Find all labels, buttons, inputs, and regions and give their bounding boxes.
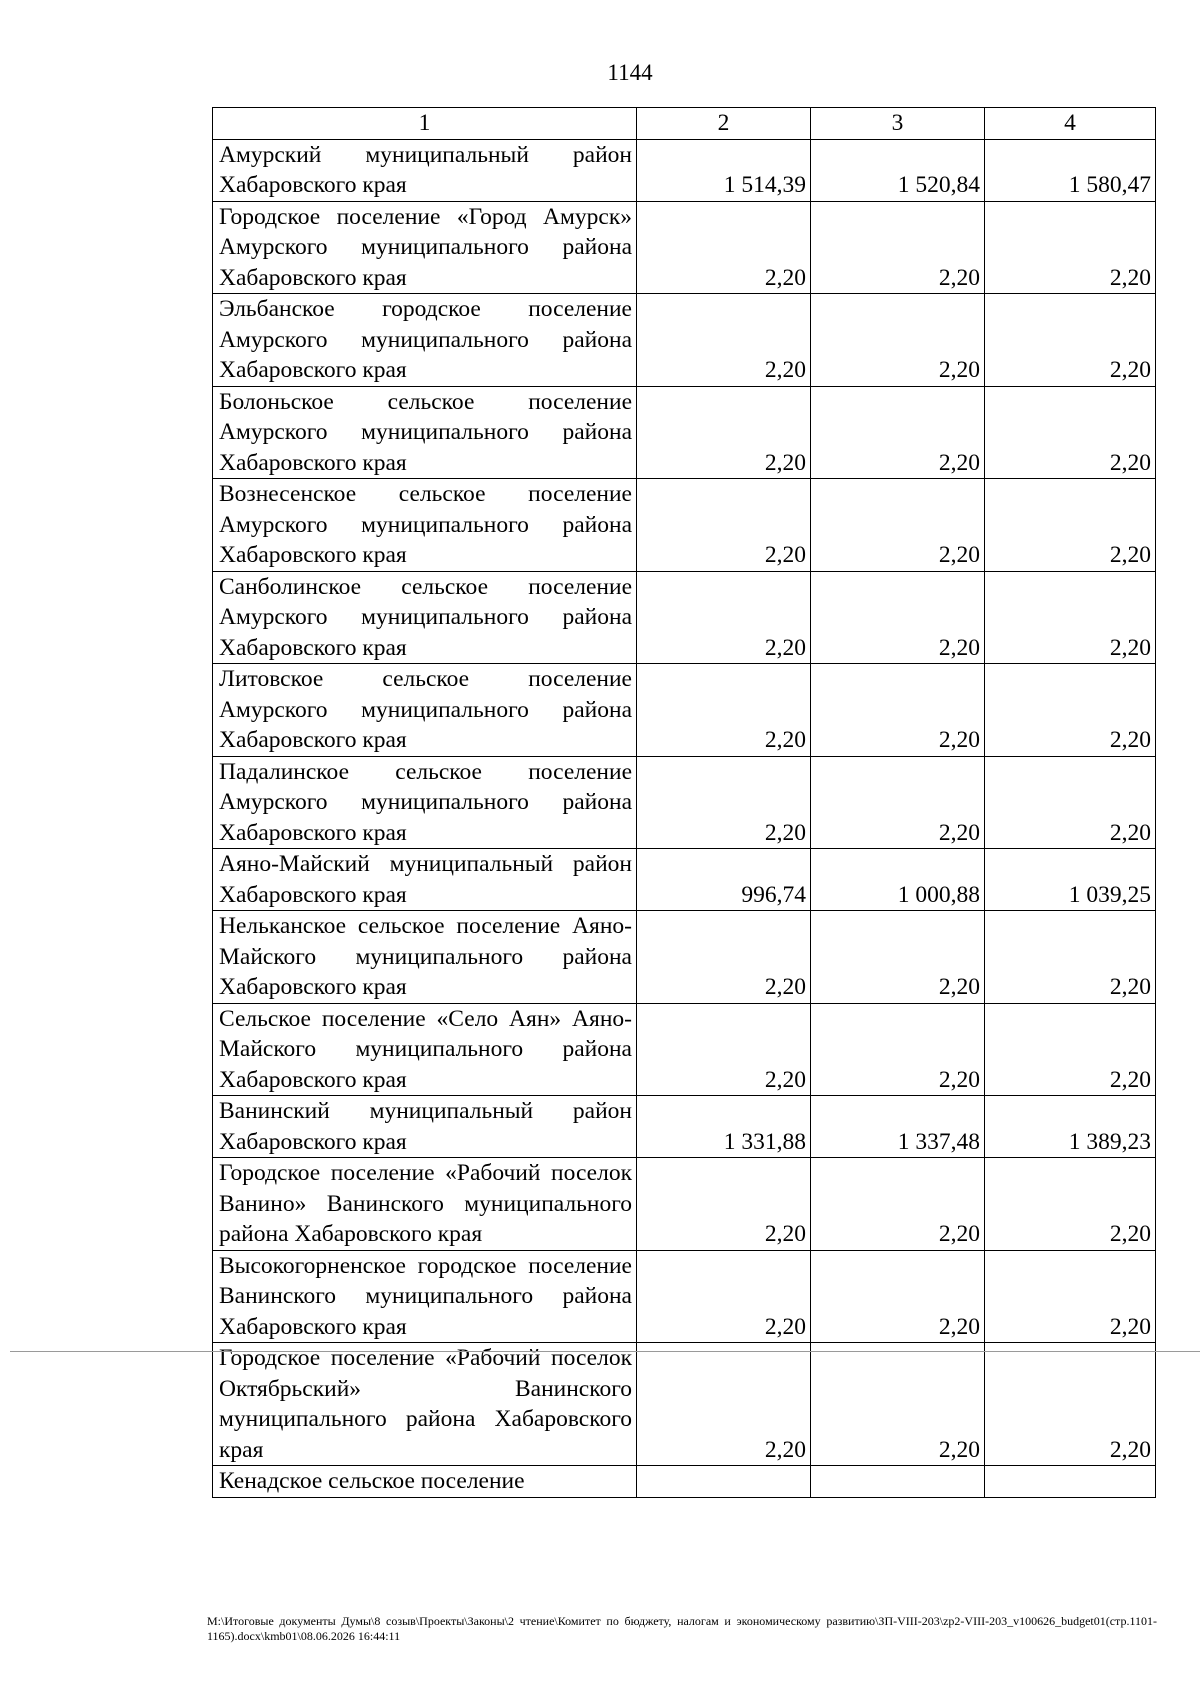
table-row xyxy=(213,1343,1156,1466)
row-name: Падалинское сельское поселение Амурского муниципального района Хабаровского края xyxy=(213,756,637,849)
row-value-2: 2,20 xyxy=(637,571,811,664)
row-value-3: 2,20 xyxy=(811,386,985,479)
row-name: Эльбанское городское поселение Амурского муниципального района Хабаровского края xyxy=(213,294,637,387)
table-row xyxy=(213,479,1156,572)
table-row xyxy=(213,1003,1156,1096)
row-value-2: 2,20 xyxy=(637,479,811,572)
table-row xyxy=(213,139,1156,201)
row-name: Амурский муниципальный район Хабаровского края xyxy=(213,139,637,201)
table-row xyxy=(213,1466,1156,1498)
row-value-2: 2,20 xyxy=(637,201,811,294)
row-value-2: 2,20 xyxy=(637,664,811,757)
row-value-2: 1 331,88 xyxy=(637,1096,811,1158)
row-value-4: 2,20 xyxy=(985,1158,1156,1251)
row-value-3: 2,20 xyxy=(811,1343,985,1466)
row-value-3: 2,20 xyxy=(811,664,985,757)
row-value-4: 2,20 xyxy=(985,1250,1156,1343)
row-name: Нельканское сельское поселение Аяно-Майского муниципального района Хабаровского края xyxy=(213,911,637,1004)
row-value-3: 2,20 xyxy=(811,571,985,664)
table-row xyxy=(213,664,1156,757)
footer-file-path: M:\Итоговые документы Думы\8 созыв\Проекты\Законы\2 чтение\Комитет по бюджету, налогам и экономическому развитию\ЗП-VIII-203\zp2-VIII-203_v100626_budget01(стр.1101-1165).docx\kmb01\08.06.2026 16:44:11 xyxy=(207,1614,1157,1643)
header-col-1: 1 xyxy=(213,108,637,140)
row-value-3: 2,20 xyxy=(811,479,985,572)
row-value-4: 2,20 xyxy=(985,664,1156,757)
row-value-4: 2,20 xyxy=(985,911,1156,1004)
table-row xyxy=(213,756,1156,849)
row-name: Ванинский муниципальный район Хабаровского края xyxy=(213,1096,637,1158)
row-value-3: 2,20 xyxy=(811,1003,985,1096)
row-value-2: 1 514,39 xyxy=(637,139,811,201)
row-value-3: 1 000,88 xyxy=(811,849,985,911)
row-value-4: 1 580,47 xyxy=(985,139,1156,201)
scan-artifact-line xyxy=(10,1351,1200,1352)
row-value-4: 2,20 xyxy=(985,479,1156,572)
row-value-4: 2,20 xyxy=(985,386,1156,479)
row-name: Санболинское сельское поселение Амурского муниципального района Хабаровского края xyxy=(213,571,637,664)
row-value-3: 2,20 xyxy=(811,1250,985,1343)
table-row xyxy=(213,849,1156,911)
header-col-4: 4 xyxy=(985,108,1156,140)
row-name: Городское поселение «Рабочий поселок Октябрьский» Ванинского муниципального района Хабаровского края xyxy=(213,1343,637,1466)
row-value-2: 2,20 xyxy=(637,911,811,1004)
header-col-3: 3 xyxy=(811,108,985,140)
table-row xyxy=(213,1096,1156,1158)
table-row xyxy=(213,294,1156,387)
row-name: Болоньское сельское поселение Амурского муниципального района Хабаровского края xyxy=(213,386,637,479)
row-value-4: 1 389,23 xyxy=(985,1096,1156,1158)
row-value-4: 2,20 xyxy=(985,571,1156,664)
row-value-2: 996,74 xyxy=(637,849,811,911)
row-value-2: 2,20 xyxy=(637,386,811,479)
row-value-4: 2,20 xyxy=(985,201,1156,294)
row-value-2: 2,20 xyxy=(637,1343,811,1466)
row-name: Кенадское сельское поселение xyxy=(213,1466,637,1498)
row-value-3 xyxy=(811,1466,985,1498)
row-value-4 xyxy=(985,1466,1156,1498)
row-value-2: 2,20 xyxy=(637,294,811,387)
row-value-3: 2,20 xyxy=(811,911,985,1004)
table-row xyxy=(213,1158,1156,1251)
row-value-2: 2,20 xyxy=(637,1158,811,1251)
row-value-4: 2,20 xyxy=(985,756,1156,849)
table-row xyxy=(213,571,1156,664)
row-name: Аяно-Майский муниципальный район Хабаровского края xyxy=(213,849,637,911)
row-value-4: 2,20 xyxy=(985,294,1156,387)
row-value-2: 2,20 xyxy=(637,756,811,849)
row-value-3: 1 520,84 xyxy=(811,139,985,201)
row-name: Сельское поселение «Село Аян» Аяно-Майского муниципального района Хабаровского края xyxy=(213,1003,637,1096)
table-row xyxy=(213,911,1156,1004)
row-name: Вознесенское сельское поселение Амурского муниципального района Хабаровского края xyxy=(213,479,637,572)
table-row xyxy=(213,1250,1156,1343)
row-value-3: 2,20 xyxy=(811,1158,985,1251)
header-col-2: 2 xyxy=(637,108,811,140)
table-row xyxy=(213,386,1156,479)
row-value-3: 2,20 xyxy=(811,294,985,387)
table-header-row xyxy=(213,108,1156,140)
page-number: 1144 xyxy=(607,60,653,85)
row-name: Литовское сельское поселение Амурского муниципального района Хабаровского края xyxy=(213,664,637,757)
row-value-2 xyxy=(637,1466,811,1498)
row-name: Высокогорненское городское поселение Ванинского муниципального района Хабаровского края xyxy=(213,1250,637,1343)
row-value-3: 2,20 xyxy=(811,201,985,294)
row-value-4: 2,20 xyxy=(985,1343,1156,1466)
row-value-2: 2,20 xyxy=(637,1250,811,1343)
row-value-4: 2,20 xyxy=(985,1003,1156,1096)
table-row xyxy=(213,201,1156,294)
budget-table xyxy=(212,107,1156,1498)
row-name: Городское поселение «Рабочий поселок Ванино» Ванинского муниципального района Хабаровского края xyxy=(213,1158,637,1251)
row-value-3: 1 337,48 xyxy=(811,1096,985,1158)
row-name: Городское поселение «Город Амурск» Амурского муниципального района Хабаровского края xyxy=(213,201,637,294)
row-value-3: 2,20 xyxy=(811,756,985,849)
row-value-4: 1 039,25 xyxy=(985,849,1156,911)
row-value-2: 2,20 xyxy=(637,1003,811,1096)
